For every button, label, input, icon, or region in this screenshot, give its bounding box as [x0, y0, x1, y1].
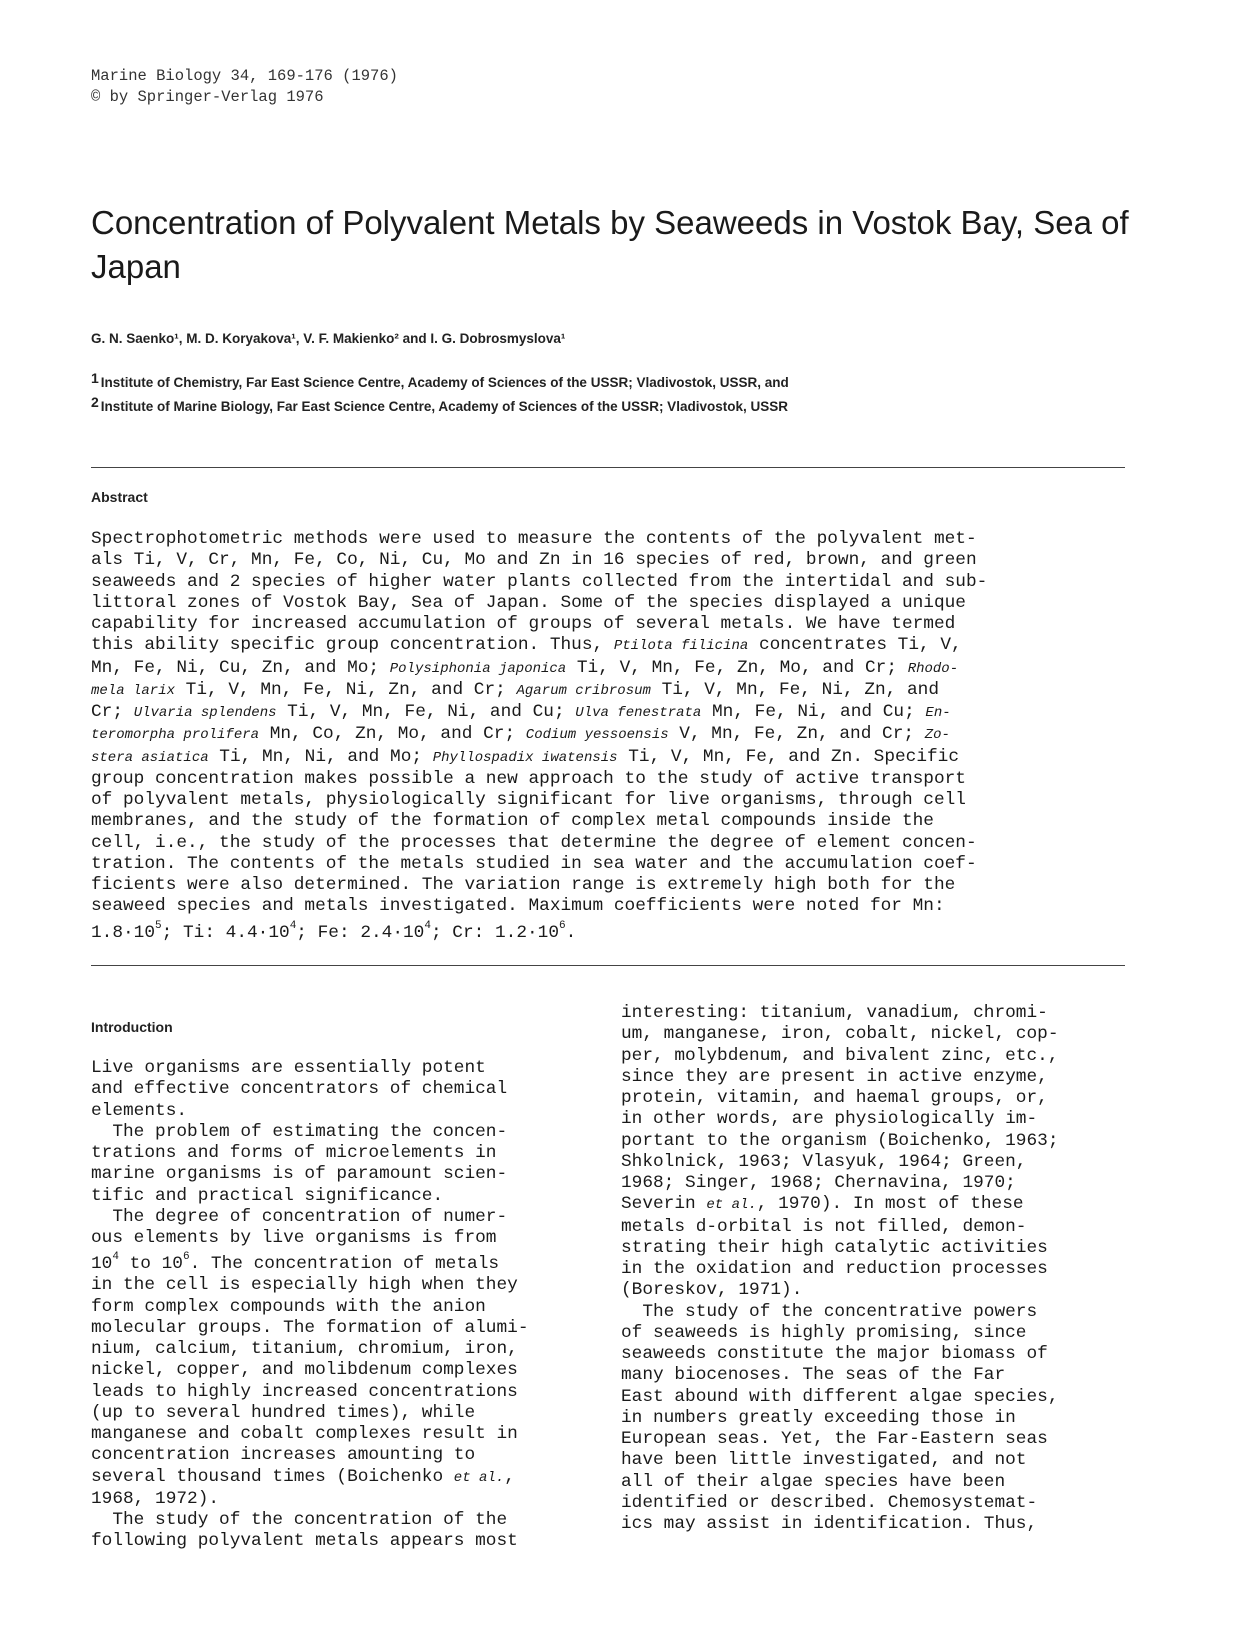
text-run: in numbers greatly exceeding those in: [621, 1407, 1016, 1428]
text-line: [91, 658, 1149, 680]
text-line: [91, 1186, 611, 1207]
text-run: molecular groups. The formation of alumi-: [91, 1317, 529, 1338]
italic-species-name: Ptilota filicina: [613, 638, 749, 655]
text-run: tific and practical significance.: [91, 1185, 444, 1206]
text-run: nickel, copper, and molibdenum complexes: [91, 1360, 518, 1381]
text-line: [621, 1067, 1151, 1088]
text-line: [621, 1152, 1151, 1173]
text-run: portant to the organism (Boichenko, 1963;: [621, 1130, 1059, 1151]
text-run: concentration increases amounting to: [91, 1445, 476, 1466]
text-run: to 10: [118, 1254, 183, 1275]
text-run: 1968, 1972).: [91, 1488, 220, 1509]
text-line: [91, 1424, 611, 1445]
italic-species-name: Zo-: [924, 727, 950, 744]
text-run: seaweeds constitute the major biomass of: [621, 1344, 1048, 1364]
text-line: [621, 1365, 1151, 1386]
italic-species-name: En-: [925, 705, 951, 721]
text-run: strating their high catalytic activities: [621, 1237, 1048, 1258]
affiliation-2: [91, 394, 788, 414]
text-line: [621, 1493, 1151, 1514]
text-run: European seas. Yet, the Far-Eastern seas: [621, 1429, 1048, 1449]
text-line: [91, 1275, 611, 1296]
text-run: cell, i.e., the study of the processes that determine the degree of element concen-: [91, 832, 977, 853]
text-run: Ti, V, Mn, Fe, Ni, Zn, and Cr;: [175, 679, 517, 700]
text-run: Severin: [621, 1194, 707, 1215]
text-run: 10: [91, 1254, 113, 1275]
exponent: 4: [112, 1251, 119, 1264]
exponent: 4: [289, 919, 297, 932]
text-run: in other words, are physiologically im-: [621, 1109, 1038, 1130]
text-line: [621, 1472, 1151, 1493]
text-line: [91, 1403, 611, 1424]
text-line: [91, 918, 1149, 944]
copyright-notice: © by Springer-Verlag 1976: [91, 88, 324, 106]
text-run: Mn, Fe, Ni, Cu, Zn, and Mo;: [91, 657, 390, 678]
journal-citation: Marine Biology 34, 169-176 (1976): [91, 67, 398, 85]
text-run: since they are present in active enzyme,: [621, 1066, 1048, 1087]
text-line: [91, 854, 1149, 875]
text-line: [91, 702, 1149, 724]
italic-species-name: stera asiatica: [91, 749, 209, 766]
italic-species-name: Rhodo-: [907, 660, 959, 677]
text-run: 1.8·10: [91, 922, 156, 943]
text-run: form complex compounds with the anion: [91, 1296, 486, 1317]
text-run: , 1970). In most of these: [756, 1194, 1024, 1215]
text-run: Ti, V, Mn, Fe, and Zn. Specific: [617, 746, 960, 767]
text-line: [621, 1173, 1151, 1194]
affiliation-1: [91, 370, 789, 390]
introduction-left-column: [91, 1058, 611, 1553]
text-line: [621, 1109, 1151, 1130]
text-line: [91, 1360, 611, 1381]
text-line: [621, 1323, 1151, 1344]
text-line: [91, 550, 1149, 571]
text-line: [91, 593, 1149, 614]
text-line: [91, 1318, 611, 1339]
text-run: ous elements by live organisms is from: [91, 1228, 497, 1248]
text-run: many biocenoses. The seas of the Far: [621, 1365, 1006, 1386]
text-run: Spectrophotometric methods were used to measure the contents of the polyvalent met-: [91, 529, 977, 549]
text-run: in the oxidation and reduction processes: [621, 1259, 1048, 1279]
text-line: [621, 1024, 1151, 1045]
text-run: ,: [504, 1466, 515, 1487]
abstract-heading: Abstract: [91, 489, 148, 505]
text-run: V, Mn, Fe, Zn, and Cr;: [668, 724, 925, 745]
text-run: seaweeds and 2 species of higher water plants collected from the intertidal and sub-: [91, 571, 988, 592]
italic-species-name: Phyllospadix iwatensis: [432, 749, 618, 766]
text-line: [91, 790, 1149, 811]
italic-species-name: Ulvaria splendens: [133, 705, 277, 721]
text-run: ics may assist in identification. Thus,: [621, 1514, 1038, 1534]
text-line: [621, 1131, 1151, 1152]
text-run: and effective concentrators of chemical: [91, 1079, 508, 1100]
text-run: membranes, and the study of the formation of complex metal compounds inside the: [91, 811, 934, 832]
text-run: protein, vitamin, and haemal groups, or,: [621, 1088, 1048, 1108]
text-line: [91, 572, 1149, 593]
text-run: The problem of estimating the concen-: [91, 1121, 508, 1142]
text-run: all of their algae species have been: [621, 1471, 1006, 1492]
text-run: The study of the concentration of the: [91, 1510, 508, 1531]
author-list: G. N. Saenko¹, M. D. Koryakova¹, V. F. Makienko² and I. G. Dobrosmyslova¹: [91, 331, 566, 346]
text-run: nium, calcium, titanium, chromium, iron,: [91, 1339, 518, 1360]
text-run: marine organisms is of paramount scien-: [91, 1164, 508, 1185]
text-line: [91, 1510, 611, 1531]
text-line: [91, 833, 1149, 854]
text-run: leads to highly increased concentrations: [91, 1381, 518, 1402]
affiliation-2-text: Institute of Marine Biology, Far East Science Centre, Academy of Sciences of the USSR; Vladivostok, USSR: [100, 399, 788, 414]
text-run: per, molybdenum, and bivalent zinc, etc.,: [621, 1045, 1059, 1066]
text-line: [621, 1194, 1151, 1216]
text-line: [621, 1408, 1151, 1429]
text-run: manganese and cobalt complexes result in: [91, 1424, 518, 1445]
italic-species-name: Polysiphonia japonica: [389, 660, 567, 677]
introduction-heading: Introduction: [91, 1019, 173, 1035]
italic-species-name: et al.: [453, 1469, 505, 1486]
text-line: [91, 1382, 611, 1403]
text-run: of polyvalent metals, physiologically significant for live organisms, through cell: [91, 790, 966, 810]
text-line: [621, 1088, 1151, 1109]
text-line: [91, 635, 1149, 657]
text-line: [621, 1259, 1151, 1280]
text-line: [91, 1531, 611, 1552]
text-run: .: [565, 922, 577, 943]
text-line: [91, 1101, 611, 1122]
text-line: [91, 1228, 611, 1249]
text-run: Live organisms are essentially potent: [91, 1058, 486, 1078]
text-run: (Boreskov, 1971).: [621, 1280, 803, 1301]
text-line: [91, 1143, 611, 1164]
exponent: 4: [424, 919, 431, 932]
text-run: ; Ti: 4.4·10: [161, 922, 290, 943]
text-run: this ability specific group concentration. Thus,: [91, 635, 614, 656]
text-line: [621, 1238, 1151, 1259]
text-line: [91, 680, 1149, 702]
text-line: [621, 1302, 1151, 1323]
text-run: East abound with different algae species,: [621, 1386, 1059, 1407]
text-run: littoral zones of Vostok Bay, Sea of Japan. Some of the species displayed a unique: [91, 592, 966, 613]
text-run: ficients were also determined. The variation range is extremely high both for the: [91, 875, 956, 895]
journal-header: [91, 66, 398, 108]
text-run: following polyvalent metals appears most: [91, 1531, 518, 1552]
text-run: ; Fe: 2.4·10: [296, 922, 425, 943]
text-line: [91, 1164, 611, 1185]
text-run: capability for increased accumulation of groups of several metals. We have termed: [91, 614, 956, 634]
text-line: [91, 1445, 611, 1466]
text-line: [621, 1003, 1151, 1024]
text-line: [91, 1467, 611, 1489]
text-line: [91, 1297, 611, 1318]
text-line: [621, 1450, 1151, 1471]
affiliation-2-number: 2: [91, 394, 99, 410]
italic-species-name: Ulva fenestrata: [575, 705, 702, 721]
text-line: [621, 1046, 1151, 1067]
text-run: tration. The contents of the metals studied in sea water and the accumulation coef-: [91, 853, 977, 874]
exponent: 6: [182, 1251, 190, 1264]
text-line: [621, 1280, 1151, 1301]
text-line: [91, 529, 1149, 550]
italic-species-name: Codium yessoensis: [525, 727, 669, 744]
text-run: in the cell is especially high when they: [91, 1275, 518, 1296]
text-line: [621, 1217, 1151, 1238]
text-line: [91, 875, 1149, 896]
text-line: [91, 811, 1149, 832]
text-line: [91, 1489, 611, 1510]
italic-species-name: et al.: [706, 1197, 757, 1214]
text-line: [91, 1079, 611, 1100]
text-run: elements.: [91, 1100, 188, 1121]
text-line: [91, 614, 1149, 635]
italic-species-name: teromorpha prolifera: [91, 727, 260, 744]
text-run: Mn, Fe, Ni, and Cu;: [701, 702, 926, 722]
text-run: Ti, V, Mn, Fe, Zn, Mo, and Cr;: [566, 657, 908, 678]
text-run: Shkolnick, 1963; Vlasyuk, 1964; Green,: [621, 1151, 1027, 1172]
text-line: [91, 1249, 611, 1275]
text-run: als Ti, V, Cr, Mn, Fe, Co, Ni, Cu, Mo and Zn in 16 species of red, brown, and green: [91, 550, 977, 571]
text-line: [91, 1339, 611, 1360]
exponent: 5: [155, 919, 162, 932]
text-run: Ti, V, Mn, Fe, Ni, and Cu;: [276, 702, 576, 722]
text-run: interesting: titanium, vanadium, chromi-: [621, 1003, 1048, 1023]
text-line: [621, 1514, 1151, 1535]
text-run: Cr;: [91, 702, 134, 722]
text-line: [91, 724, 1149, 746]
divider-bottom: [91, 965, 1125, 966]
text-line: [91, 896, 1149, 917]
text-run: (up to several hundred times), while: [91, 1402, 476, 1423]
paper-title: Concentration of Polyvalent Metals by Seaweeds in Vostok Bay, Sea of Japan: [91, 204, 1129, 285]
text-line: [91, 1122, 611, 1143]
text-line: [91, 1207, 611, 1228]
italic-species-name: Agarum cribrosum: [516, 682, 651, 699]
text-line: [91, 769, 1149, 790]
text-line: [621, 1387, 1151, 1408]
text-run: Mn, Co, Zn, Mo, and Cr;: [259, 724, 526, 745]
italic-species-name: mela larix: [91, 682, 176, 699]
affiliation-1-number: 1: [91, 370, 99, 386]
text-run: Ti, V, Mn, Fe, Ni, Zn, and: [650, 679, 940, 700]
exponent: 6: [559, 919, 566, 932]
text-line: [621, 1429, 1151, 1450]
text-run: trations and forms of microelements in: [91, 1143, 497, 1163]
text-run: ; Cr: 1.2·10: [430, 922, 559, 943]
introduction-right-column: [621, 1003, 1151, 1535]
text-run: 1968; Singer, 1968; Chernavina, 1970;: [621, 1173, 1016, 1193]
text-run: um, manganese, iron, cobalt, nickel, cop-: [621, 1024, 1059, 1045]
text-line: [621, 1344, 1151, 1365]
text-run: have been little investigated, and not: [621, 1450, 1027, 1471]
text-run: Ti, Mn, Ni, and Mo;: [208, 746, 433, 767]
abstract-body: [91, 529, 1149, 944]
text-run: group concentration makes possible a new approach to the study of active transport: [91, 768, 966, 789]
text-line: [91, 1058, 611, 1079]
affiliation-1-text: Institute of Chemistry, Far East Science Centre, Academy of Sciences of the USSR; Vladivostok, USSR, and: [100, 375, 789, 390]
text-run: of seaweeds is highly promising, since: [621, 1322, 1027, 1343]
text-run: seaweed species and metals investigated. Maximum coefficients were noted for Mn:: [91, 896, 945, 917]
text-run: several thousand times (Boichenko: [91, 1466, 454, 1487]
text-run: The study of the concentrative powers: [621, 1301, 1038, 1322]
text-run: identified or described. Chemosystemat-: [621, 1492, 1038, 1513]
text-run: concentrates Ti, V,: [748, 635, 962, 656]
text-line: [91, 747, 1149, 769]
text-run: metals d-orbital is not filled, demon-: [621, 1216, 1027, 1237]
text-run: . The concentration of metals: [189, 1254, 500, 1275]
divider-top: [91, 467, 1125, 468]
text-run: The degree of concentration of numer-: [91, 1206, 508, 1227]
